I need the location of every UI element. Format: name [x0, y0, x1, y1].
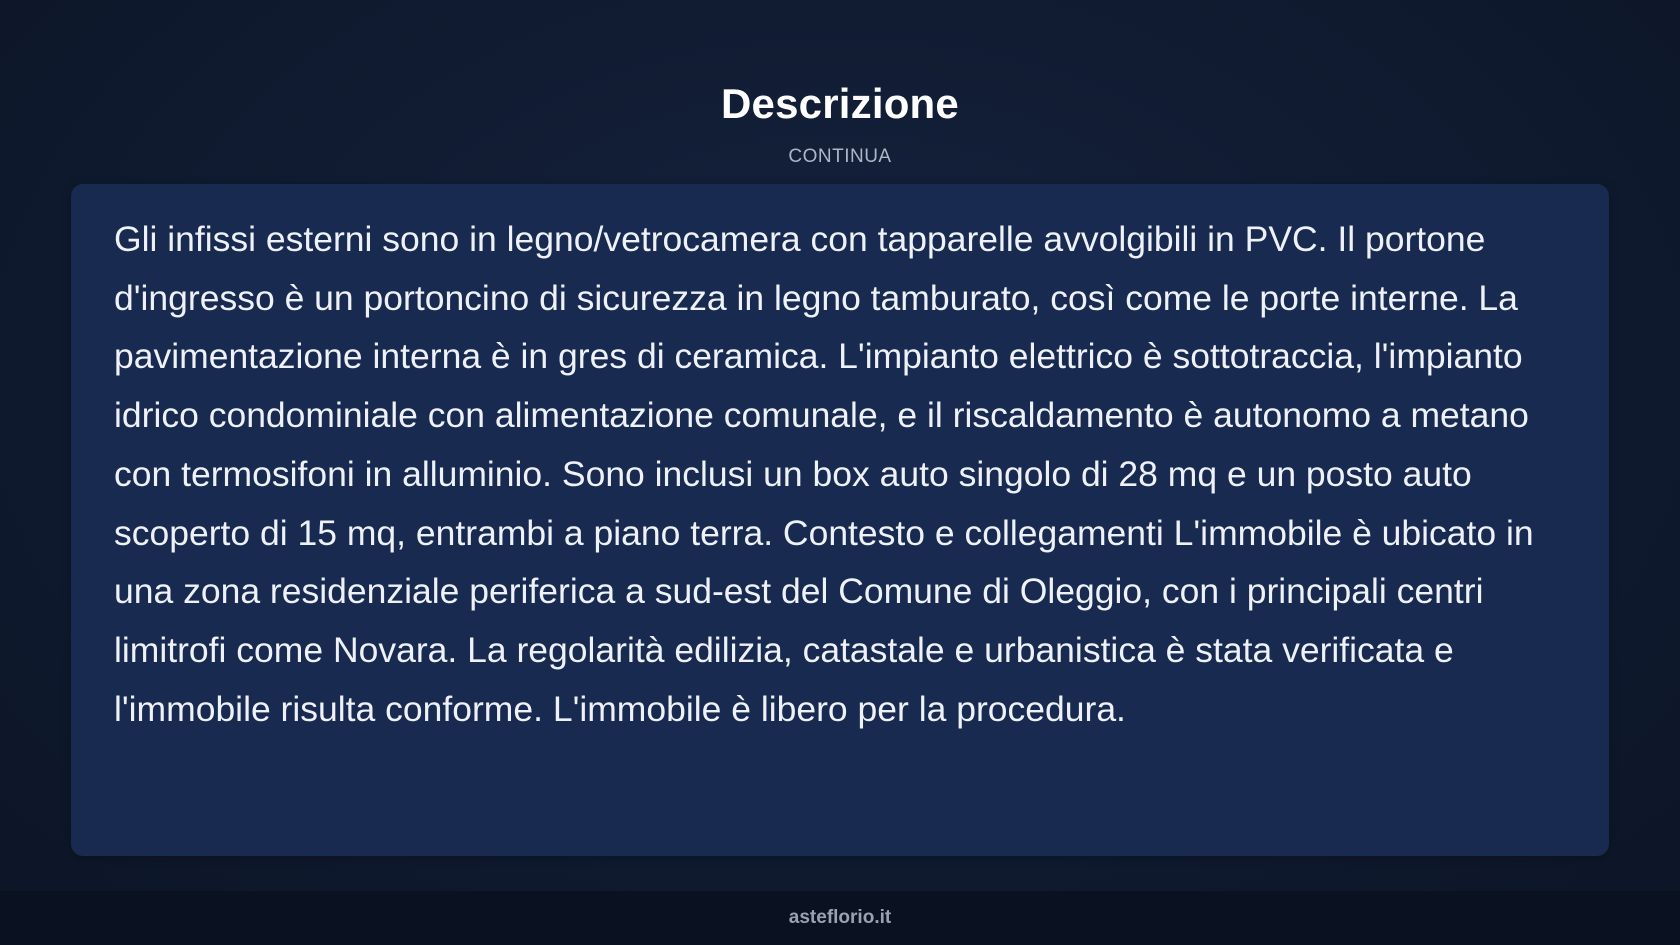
footer-site-label: asteflorio.it: [788, 907, 892, 928]
description-card: [71, 184, 1609, 856]
page-subtitle: CONTINUA: [788, 146, 892, 167]
page-title: Descrizione: [721, 80, 959, 127]
description-text: Gli infissi esterni sono in legno/vetrocamera con tapparelle avvolgibili in PVC. Il portone d'ingresso è un portoncino di sicurezza in legno tamburato, così come le porte interne. La pavimentazione interna è in gres di ceramica. L'impianto elettrico è sottotraccia, l'impianto idrico condominiale con alimentazione comunale, e il riscaldamento è autonomo a metano con termosifoni in alluminio. Sono inclusi un box auto singolo di 28 mq e un posto auto scoperto di 15 mq, entrambi a piano terra. Contesto e collegamenti L'immobile è ubicato in una zona residenziale periferica a sud-est del Comune di Oleggio, con i principali centri limitrofi come Novara. La regolarità edilizia, catastale e urbanistica è stata verificata e l'immobile risulta conforme. L'immobile è libero per la procedura.: [114, 219, 1534, 729]
footer-bar: [0, 891, 1680, 945]
